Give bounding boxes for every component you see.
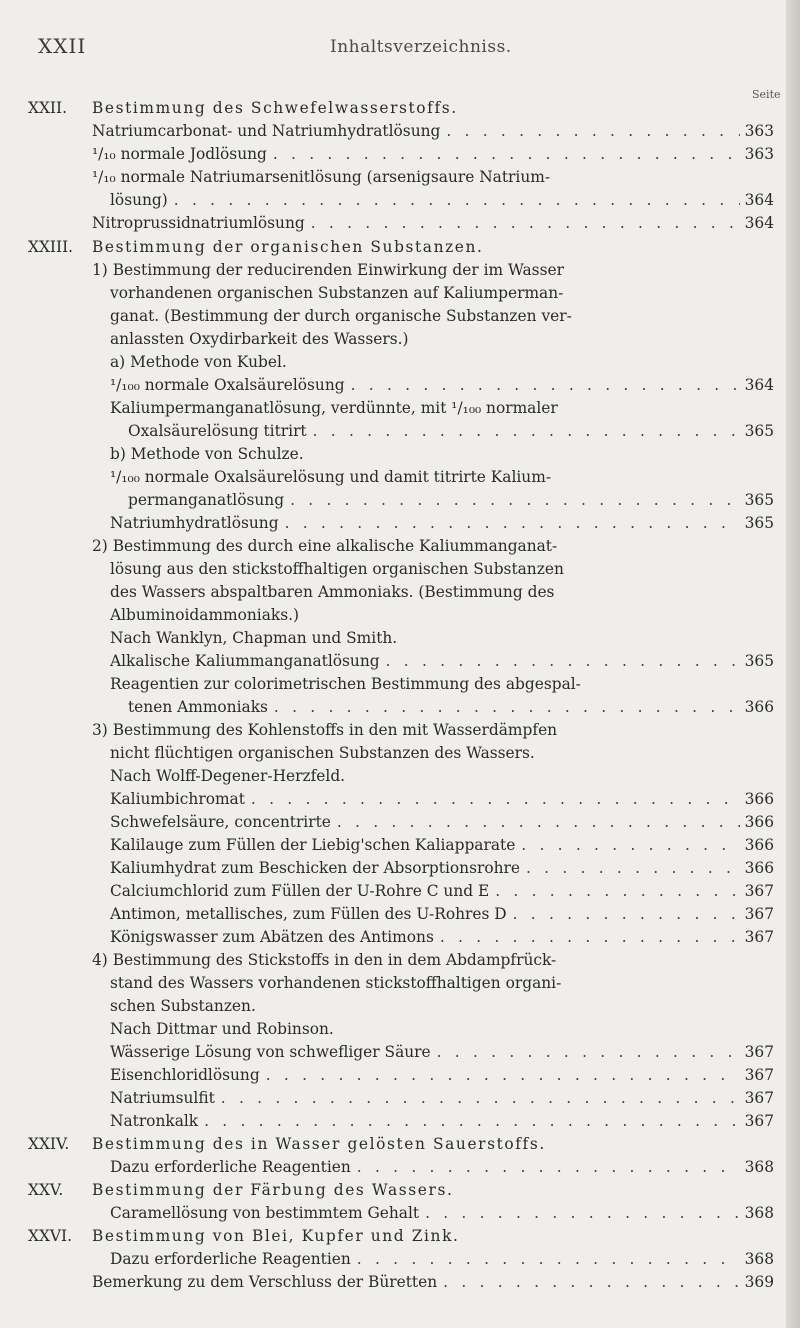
section-title: Bestimmung der Färbung des Wassers. (92, 1181, 454, 1199)
page-ref: 365 (744, 514, 774, 532)
page-number: XXII (38, 34, 87, 58)
subsection-line: lösung aus den stickstoffhaltigen organischen Substanzen (110, 560, 564, 578)
page-ref: 368 (744, 1250, 774, 1268)
page-ref: 367 (744, 1112, 774, 1130)
page-ref: 366 (744, 813, 774, 831)
toc-entry: Natronkalk . . . (110, 1110, 740, 1132)
page-ref: 365 (744, 491, 774, 509)
toc-entry: Calciumchlorid zum Füllen der U-Rohre C und E . . . (110, 880, 740, 902)
page-ref: 367 (744, 882, 774, 900)
running-head (0, 34, 800, 64)
page-ref: 364 (744, 214, 774, 232)
page-ref: 366 (744, 836, 774, 854)
toc-entry: Bemerkung zu dem Verschluss der Büretten . . . (92, 1271, 740, 1293)
toc-entry: permanganatlösung . . . (128, 489, 740, 511)
section-title: Bestimmung von Blei, Kupfer und Zink. (92, 1227, 460, 1245)
section-number: XXIV. (28, 1135, 70, 1153)
toc-entry: lösung) . . . (110, 189, 740, 211)
subsection-line: ganat. (Bestimmung der durch organische Substanzen ver- (110, 307, 572, 325)
toc-entry: Natriumsulfit . . . (110, 1087, 740, 1109)
page-ref: 366 (744, 790, 774, 808)
subsection-line: vorhandenen organischen Substanzen auf Kaliumperman- (110, 284, 564, 302)
page-ref: 365 (744, 652, 774, 670)
page-ref: 363 (744, 145, 774, 163)
page-ref: 365 (744, 422, 774, 440)
method-heading: Nach Wanklyn, Chapman und Smith. (110, 629, 398, 647)
subsection-line: Albuminoidammoniaks.) (110, 606, 300, 624)
toc-entry: Wässerige Lösung von schwefliger Säure . . . (110, 1041, 740, 1063)
section-number: XXVI. (28, 1227, 73, 1245)
toc-entry: Eisenchloridlösung . . . (110, 1064, 740, 1086)
subsection-line: anlassten Oxydirbarkeit des Wassers.) (110, 330, 409, 348)
toc-entry: Nitroprussidnatriumlösung . . . (92, 212, 740, 234)
page-ref: 369 (744, 1273, 774, 1291)
page-ref: 366 (744, 698, 774, 716)
method-heading: Nach Wolff-Degener-Herzfeld. (110, 767, 346, 785)
subsection-line: stand des Wassers vorhandenen stickstoffhaltigen organi- (110, 974, 562, 992)
page-ref: 367 (744, 1066, 774, 1084)
toc-entry: Kaliumbichromat . . . (110, 788, 740, 810)
toc-entry: Dazu erforderliche Reagentien . . . (110, 1156, 740, 1178)
section-title: Bestimmung der organischen Substanzen. (92, 238, 484, 256)
toc-entry-line: ¹/₁₀₀ normale Oxalsäurelösung und damit titrirte Kalium- (110, 468, 552, 486)
toc-entry: Caramellösung von bestimmtem Gehalt . . . (110, 1202, 740, 1224)
section-number: XXV. (28, 1181, 64, 1199)
toc-entry: ¹/₁₀ normale Jodlösung . . . (92, 143, 740, 165)
section-number: XXII. (28, 99, 67, 117)
page-ref: 368 (744, 1204, 774, 1222)
toc-entry: Kalilauge zum Füllen der Liebig'schen Kaliapparate . . . (110, 834, 740, 856)
subsection-line: 2) Bestimmung des durch eine alkalische Kaliummanganat- (92, 537, 558, 555)
page-ref: 363 (744, 122, 774, 140)
subsection-line: nicht flüchtigen organischen Substanzen des Wassers. (110, 744, 535, 762)
toc-entry: ¹/₁₀₀ normale Oxalsäurelösung . . . (110, 374, 740, 396)
toc-entry: Oxalsäurelösung titrirt . . . (128, 420, 740, 442)
method-heading: Nach Dittmar und Robinson. (110, 1020, 334, 1038)
toc-entry: Alkalische Kaliummanganatlösung . . . (110, 650, 740, 672)
page-ref: 367 (744, 928, 774, 946)
subsection-line: 1) Bestimmung der reducirenden Einwirkung der im Wasser (92, 261, 564, 279)
toc-entry: Natriumhydratlösung . . . (110, 512, 740, 534)
page-ref: 368 (744, 1158, 774, 1176)
toc-entry: Natriumcarbonat- und Natriumhydratlösung . . . (92, 120, 740, 142)
toc-entry: Antimon, metallisches, zum Füllen des U-Rohres D . . . (110, 903, 740, 925)
page-ref: 367 (744, 905, 774, 923)
subsection-line: schen Substanzen. (110, 997, 256, 1015)
subsection-line: 4) Bestimmung des Stickstoffs in den in dem Abdampfrück- (92, 951, 557, 969)
page-ref: 364 (744, 191, 774, 209)
subsection-line: 3) Bestimmung des Kohlenstoffs in den mit Wasserdämpfen (92, 721, 558, 739)
toc-entry: Schwefelsäure, concentrirte . . . (110, 811, 740, 833)
toc-entry-line: Reagentien zur colorimetrischen Bestimmung des abgespal- (110, 675, 581, 693)
method-heading: a) Methode von Kubel. (110, 353, 287, 371)
page-ref: 367 (744, 1043, 774, 1061)
subsection-line: des Wassers abspaltbaren Ammoniaks. (Bestimmung des (110, 583, 555, 601)
page-ref: 367 (744, 1089, 774, 1107)
running-title: Inhaltsverzeichniss. (330, 37, 512, 57)
method-heading: b) Methode von Schulze. (110, 445, 304, 463)
page-ref: 366 (744, 859, 774, 877)
toc-entry: tenen Ammoniaks . . . (128, 696, 740, 718)
toc-entry: Kaliumhydrat zum Beschicken der Absorptionsrohre . . . (110, 857, 740, 879)
page-edge (786, 0, 800, 1328)
toc-entry: Dazu erforderliche Reagentien . . . (110, 1248, 740, 1270)
section-number: XXIII. (28, 238, 74, 256)
toc-entry-line: Kaliumpermanganatlösung, verdünnte, mit ¹/₁₀₀ normaler (110, 399, 558, 417)
page-ref: 364 (744, 376, 774, 394)
toc-entry-line: ¹/₁₀ normale Natriumarsenitlösung (arsenigsaure Natrium- (92, 168, 551, 186)
toc-entry: Königswasser zum Abätzen des Antimons . . . (110, 926, 740, 948)
section-title: Bestimmung des Schwefelwasserstoffs. (92, 99, 458, 117)
page-column-label: Seite (752, 88, 781, 101)
section-title: Bestimmung des in Wasser gelösten Sauerstoffs. (92, 1135, 546, 1153)
